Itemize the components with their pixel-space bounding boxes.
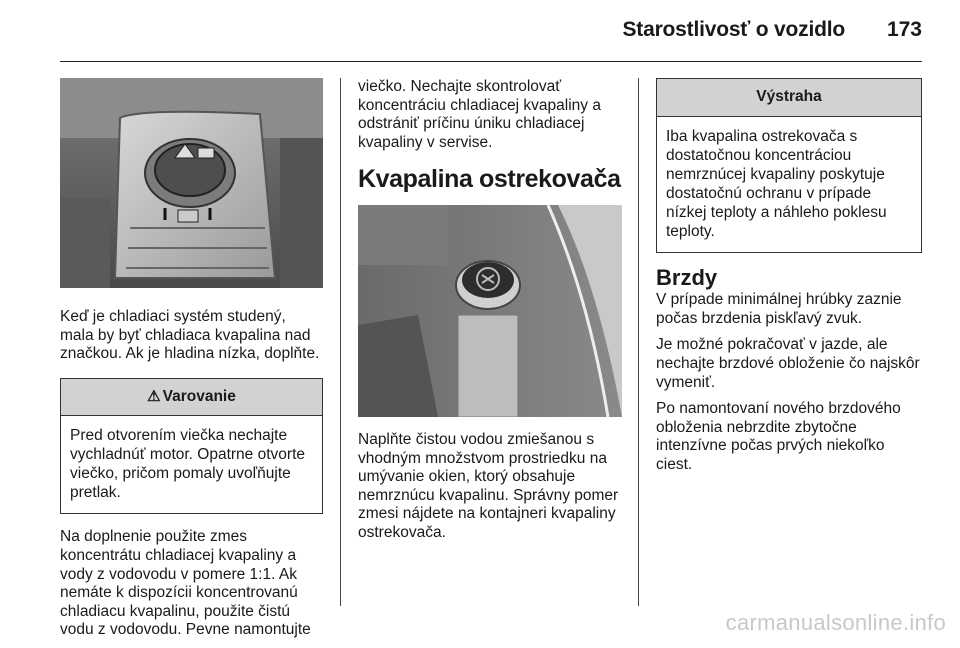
page-number: 173 <box>886 18 922 41</box>
column-2 <box>358 78 622 551</box>
notice-text: Iba kvapalina ostrekovača s dostatočnou koncentráciou nemrznúcej kvapaliny poskytuje dostatočnú ochranu v prípade nízkej teploty a náhleho poklesu teploty. <box>666 127 887 240</box>
warning-text: Pred otvorením viečka nechajte vychladnúť motor. Opatrne otvorte viečko, pričom pomaly uvoľňujte pretlak. <box>70 427 305 502</box>
column-3 <box>656 78 922 483</box>
warning-title: Varovanie <box>162 387 236 405</box>
brakes-para-3: Po namontovaní nového brzdového obloženia nebrzdite zbytočne intenzívne počas prvých niekoľko ciest. <box>656 400 901 473</box>
coolant-level-text: Keď je chladiaci systém studený, mala by byť chladiaca kvapalina nad značkou. Ak je hladina nízka, doplňte. <box>60 308 320 363</box>
coolant-reservoir-photo <box>60 78 323 288</box>
washer-reservoir-photo <box>358 205 622 417</box>
washer-fill-text: Naplňte čistou vodou zmiešanou s vhodným množstvom prostriedku na umývanie okien, ktorý obsahuje nemrznúcu kvapalinu. Správny pomer zmesi nájdete na kontajneri kvapaliny ostrekovača. <box>358 430 619 541</box>
notice-title: Výstraha <box>657 79 921 117</box>
brakes-para-2: Je možné pokračovať v jazde, ale nechajte brzdové obloženie čo najskôr vymeniť. <box>656 336 920 391</box>
brakes-heading: Brzdy <box>656 264 718 290</box>
warning-box <box>60 378 323 515</box>
column-1 <box>60 78 323 648</box>
column-divider-1 <box>340 78 341 606</box>
page-header <box>0 0 960 60</box>
warning-header <box>61 379 322 417</box>
warning-triangle-icon: ⚠ <box>147 387 161 405</box>
column-divider-2 <box>638 78 639 606</box>
header-title: Starostlivosť o vozidlo <box>622 18 845 41</box>
washer-fluid-heading: Kvapalina ostrekovača <box>358 165 621 194</box>
header-divider <box>60 61 922 62</box>
notice-box <box>656 78 922 253</box>
coolant-mix-text: Na doplnenie použite zmes koncentrátu chladiacej kvapaliny a vody z vodovodu v pomere 1:1. Ak nemáte k dispozícii koncentrovanú chladiacu kvapalinu, použite čistú vodu z vodovodu. Pevne namontujte <box>60 528 311 639</box>
watermark: carmanualsonline.info <box>725 610 946 635</box>
brakes-para-1: V prípade minimálnej hrúbky zaznie počas brzdenia piskľavý zvuk. <box>656 291 902 327</box>
coolant-service-text: viečko. Nechajte skontrolovať koncentráciu chladiacej kvapaliny a odstrániť príčinu úniku chladiacej kvapaliny v servise. <box>358 78 601 151</box>
